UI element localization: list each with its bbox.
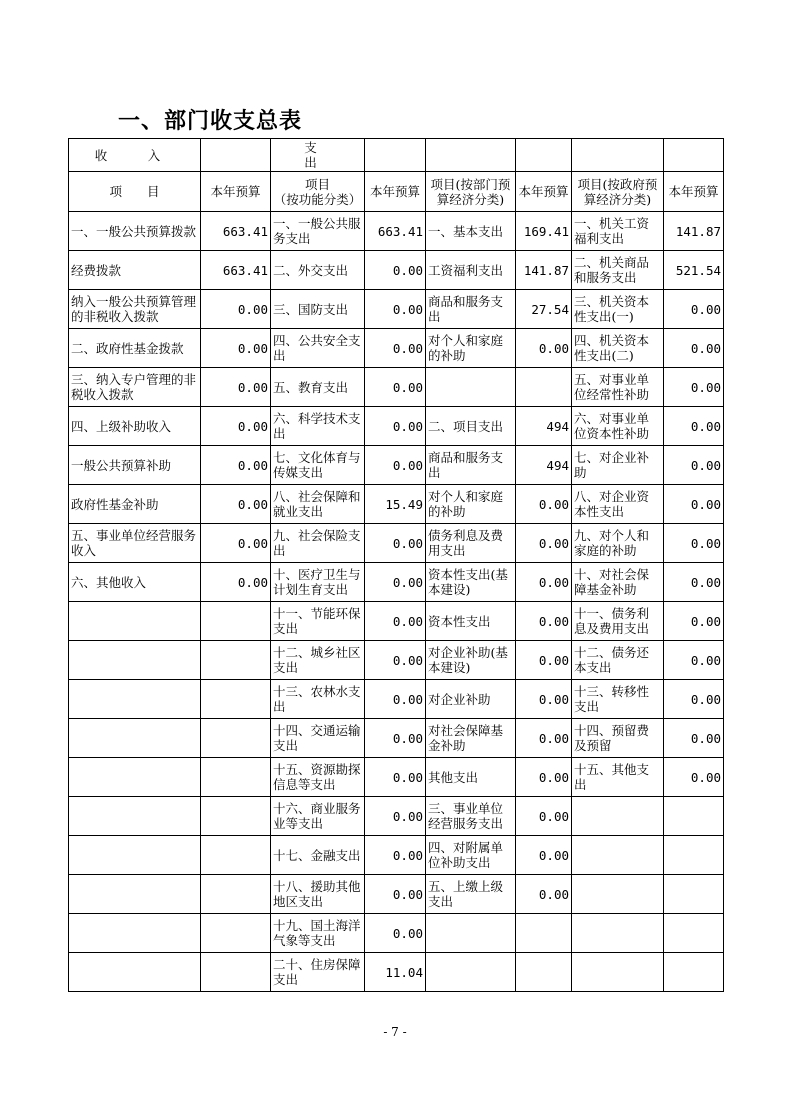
column-header-income-item: 项 目 <box>69 172 201 212</box>
table-row <box>69 719 724 758</box>
table-row <box>69 251 724 290</box>
cell-function-item: 二十、住房保障支出 <box>271 953 365 992</box>
cell-gov-econ-item: 十、对社会保障基金补助 <box>572 563 664 602</box>
cell-gov-econ-budget <box>664 875 724 914</box>
cell-dept-econ-budget: 0.00 <box>516 602 572 641</box>
cell-income-budget: 0.00 <box>201 407 271 446</box>
cell-function-item: 十五、资源勘探信息等支出 <box>271 758 365 797</box>
cell-dept-econ-item <box>426 368 516 407</box>
cell-gov-econ-budget: 0.00 <box>664 680 724 719</box>
cell-function-item: 七、文化体育与传媒支出 <box>271 446 365 485</box>
cell-dept-econ-budget: 0.00 <box>516 758 572 797</box>
cell-dept-econ-item: 对社会保障基金补助 <box>426 719 516 758</box>
cell-dept-econ-budget <box>516 914 572 953</box>
cell-gov-econ-budget: 0.00 <box>664 290 724 329</box>
cell-income-budget <box>201 602 271 641</box>
cell-function-budget: 0.00 <box>365 836 426 875</box>
cell-income-item <box>69 875 201 914</box>
budget-summary-table <box>68 138 724 992</box>
table-row <box>69 368 724 407</box>
expense-header: 支 出 <box>271 139 365 172</box>
cell-dept-econ-budget: 0.00 <box>516 329 572 368</box>
cell-gov-econ-item: 十一、债务利息及费用支出 <box>572 602 664 641</box>
cell-dept-econ-item: 四、对附属单位补助支出 <box>426 836 516 875</box>
cell-dept-econ-budget: 0.00 <box>516 719 572 758</box>
cell-income-item <box>69 641 201 680</box>
cell-function-item: 十二、城乡社区支出 <box>271 641 365 680</box>
cell-function-budget: 0.00 <box>365 563 426 602</box>
cell-function-item: 十、医疗卫生与计划生育支出 <box>271 563 365 602</box>
table-row <box>69 329 724 368</box>
cell-function-budget: 0.00 <box>365 524 426 563</box>
cell-income-budget <box>201 758 271 797</box>
cell-function-budget: 0.00 <box>365 914 426 953</box>
column-header-function-item: 项目 （按功能分类） <box>271 172 365 212</box>
cell-function-budget: 0.00 <box>365 290 426 329</box>
cell-dept-econ-item: 五、上缴上级支出 <box>426 875 516 914</box>
cell-dept-econ-budget: 27.54 <box>516 290 572 329</box>
cell-income-item: 一般公共预算补助 <box>69 446 201 485</box>
header-row-2 <box>69 172 724 212</box>
column-header-dept-econ-budget: 本年预算 <box>516 172 572 212</box>
cell-income-item <box>69 719 201 758</box>
table-row <box>69 446 724 485</box>
cell-function-budget: 0.00 <box>365 251 426 290</box>
cell-dept-econ-budget: 0.00 <box>516 641 572 680</box>
cell-dept-econ-budget <box>516 953 572 992</box>
cell-income-item <box>69 836 201 875</box>
cell-dept-econ-budget: 0.00 <box>516 875 572 914</box>
cell-gov-econ-budget: 0.00 <box>664 758 724 797</box>
cell-income-item <box>69 758 201 797</box>
cell-function-item: 十一、节能环保支出 <box>271 602 365 641</box>
cell-gov-econ-item: 六、对事业单位资本性补助 <box>572 407 664 446</box>
cell-gov-econ-budget: 0.00 <box>664 407 724 446</box>
cell-gov-econ-item <box>572 953 664 992</box>
cell-income-budget: 0.00 <box>201 329 271 368</box>
cell-function-budget: 11.04 <box>365 953 426 992</box>
cell-income-item: 一、一般公共预算拨款 <box>69 212 201 251</box>
table-row <box>69 524 724 563</box>
cell-income-budget <box>201 719 271 758</box>
cell-function-budget: 663.41 <box>365 212 426 251</box>
table-row <box>69 758 724 797</box>
cell-gov-econ-item: 十四、预留费及预留 <box>572 719 664 758</box>
cell-income-budget <box>201 641 271 680</box>
cell-income-budget <box>201 836 271 875</box>
table-row <box>69 290 724 329</box>
table-row <box>69 485 724 524</box>
table-row <box>69 953 724 992</box>
cell-income-item <box>69 602 201 641</box>
cell-dept-econ-item <box>426 914 516 953</box>
cell-gov-econ-item <box>572 836 664 875</box>
income-header: 收 入 <box>69 139 201 172</box>
cell-income-item <box>69 914 201 953</box>
cell-income-budget: 663.41 <box>201 212 271 251</box>
cell-dept-econ-item: 三、事业单位经营服务支出 <box>426 797 516 836</box>
cell-function-item: 十三、农林水支出 <box>271 680 365 719</box>
cell-function-item: 三、国防支出 <box>271 290 365 329</box>
cell-gov-econ-budget: 0.00 <box>664 563 724 602</box>
cell-dept-econ-budget: 0.00 <box>516 524 572 563</box>
cell-dept-econ-budget: 494 <box>516 446 572 485</box>
cell-function-budget: 0.00 <box>365 758 426 797</box>
cell-dept-econ-budget: 141.87 <box>516 251 572 290</box>
cell-income-budget <box>201 953 271 992</box>
cell-dept-econ-item: 二、项目支出 <box>426 407 516 446</box>
cell-function-budget: 0.00 <box>365 875 426 914</box>
cell-gov-econ-budget: 141.87 <box>664 212 724 251</box>
cell-income-item: 二、政府性基金拨款 <box>69 329 201 368</box>
cell-dept-econ-item: 对个人和家庭的补助 <box>426 329 516 368</box>
header-empty-cell <box>201 139 271 172</box>
cell-income-budget: 0.00 <box>201 290 271 329</box>
cell-income-item: 五、事业单位经营服务收入 <box>69 524 201 563</box>
cell-function-budget: 0.00 <box>365 719 426 758</box>
cell-dept-econ-budget: 494 <box>516 407 572 446</box>
table-row <box>69 680 724 719</box>
cell-income-budget: 663.41 <box>201 251 271 290</box>
cell-function-item: 十四、交通运输支出 <box>271 719 365 758</box>
cell-function-item: 十九、国土海洋气象等支出 <box>271 914 365 953</box>
cell-function-budget: 0.00 <box>365 797 426 836</box>
cell-function-item: 十八、援助其他地区支出 <box>271 875 365 914</box>
cell-dept-econ-item <box>426 953 516 992</box>
cell-gov-econ-budget: 0.00 <box>664 329 724 368</box>
table-row <box>69 914 724 953</box>
cell-function-budget: 0.00 <box>365 407 426 446</box>
cell-income-budget <box>201 680 271 719</box>
cell-income-item: 四、上级补助收入 <box>69 407 201 446</box>
cell-gov-econ-item: 五、对事业单位经常性补助 <box>572 368 664 407</box>
cell-income-budget: 0.00 <box>201 485 271 524</box>
cell-gov-econ-item: 七、对企业补助 <box>572 446 664 485</box>
cell-function-item: 八、社会保障和就业支出 <box>271 485 365 524</box>
cell-gov-econ-item: 十三、转移性支出 <box>572 680 664 719</box>
cell-dept-econ-item: 商品和服务支出 <box>426 446 516 485</box>
cell-income-item: 政府性基金补助 <box>69 485 201 524</box>
cell-gov-econ-budget: 0.00 <box>664 446 724 485</box>
cell-gov-econ-item <box>572 875 664 914</box>
cell-income-budget: 0.00 <box>201 446 271 485</box>
cell-dept-econ-item: 对个人和家庭的补助 <box>426 485 516 524</box>
header-empty-cell <box>664 139 724 172</box>
cell-function-budget: 0.00 <box>365 368 426 407</box>
cell-function-item: 六、科学技术支出 <box>271 407 365 446</box>
cell-function-item: 四、公共安全支出 <box>271 329 365 368</box>
cell-function-budget: 15.49 <box>365 485 426 524</box>
cell-function-budget: 0.00 <box>365 329 426 368</box>
cell-dept-econ-budget: 0.00 <box>516 485 572 524</box>
cell-income-budget <box>201 797 271 836</box>
cell-function-budget: 0.00 <box>365 602 426 641</box>
cell-income-item <box>69 953 201 992</box>
cell-dept-econ-budget: 0.00 <box>516 680 572 719</box>
cell-gov-econ-item: 二、机关商品和服务支出 <box>572 251 664 290</box>
cell-gov-econ-budget <box>664 914 724 953</box>
cell-function-item: 一、一般公共服务支出 <box>271 212 365 251</box>
header-empty-cell <box>426 139 516 172</box>
cell-gov-econ-item: 一、机关工资福利支出 <box>572 212 664 251</box>
cell-function-item: 二、外交支出 <box>271 251 365 290</box>
cell-gov-econ-item <box>572 797 664 836</box>
column-header-dept-econ-item: 项目(按部门预算经济分类) <box>426 172 516 212</box>
cell-gov-econ-budget: 0.00 <box>664 641 724 680</box>
cell-income-item <box>69 680 201 719</box>
cell-gov-econ-item <box>572 914 664 953</box>
column-header-gov-econ-item: 项目(按政府预算经济分类) <box>572 172 664 212</box>
table-row <box>69 602 724 641</box>
cell-gov-econ-budget: 0.00 <box>664 719 724 758</box>
cell-dept-econ-item: 资本性支出 <box>426 602 516 641</box>
cell-income-budget: 0.00 <box>201 368 271 407</box>
cell-dept-econ-budget <box>516 368 572 407</box>
cell-gov-econ-item: 十五、其他支出 <box>572 758 664 797</box>
page-title: 一、部门收支总表 <box>118 109 303 134</box>
cell-gov-econ-item: 四、机关资本性支出(二) <box>572 329 664 368</box>
cell-dept-econ-item: 对企业补助(基本建设) <box>426 641 516 680</box>
page-number: - 7 - <box>383 1025 407 1039</box>
cell-gov-econ-budget: 0.00 <box>664 524 724 563</box>
cell-gov-econ-budget <box>664 797 724 836</box>
table-row <box>69 797 724 836</box>
cell-income-item: 纳入一般公共预算管理的非税收入拨款 <box>69 290 201 329</box>
cell-dept-econ-item: 资本性支出(基本建设) <box>426 563 516 602</box>
cell-gov-econ-budget: 0.00 <box>664 368 724 407</box>
table-row <box>69 407 724 446</box>
cell-income-budget: 0.00 <box>201 563 271 602</box>
cell-function-budget: 0.00 <box>365 680 426 719</box>
cell-function-item: 十七、金融支出 <box>271 836 365 875</box>
table-row <box>69 641 724 680</box>
cell-function-budget: 0.00 <box>365 446 426 485</box>
cell-dept-econ-item: 工资福利支出 <box>426 251 516 290</box>
cell-dept-econ-budget: 0.00 <box>516 797 572 836</box>
cell-dept-econ-budget: 169.41 <box>516 212 572 251</box>
cell-gov-econ-item: 九、对个人和家庭的补助 <box>572 524 664 563</box>
cell-income-budget: 0.00 <box>201 524 271 563</box>
cell-dept-econ-item: 商品和服务支出 <box>426 290 516 329</box>
cell-function-budget: 0.00 <box>365 641 426 680</box>
cell-function-item: 十六、商业服务业等支出 <box>271 797 365 836</box>
header-empty-cell <box>516 139 572 172</box>
table-row <box>69 563 724 602</box>
cell-dept-econ-item: 其他支出 <box>426 758 516 797</box>
table-row <box>69 212 724 251</box>
cell-gov-econ-budget: 0.00 <box>664 602 724 641</box>
column-header-income-budget: 本年预算 <box>201 172 271 212</box>
cell-gov-econ-item: 十二、债务还本支出 <box>572 641 664 680</box>
cell-dept-econ-budget: 0.00 <box>516 563 572 602</box>
cell-income-item: 六、其他收入 <box>69 563 201 602</box>
cell-function-item: 五、教育支出 <box>271 368 365 407</box>
cell-dept-econ-item: 一、基本支出 <box>426 212 516 251</box>
cell-gov-econ-budget: 521.54 <box>664 251 724 290</box>
header-row-1 <box>69 139 724 172</box>
cell-dept-econ-budget: 0.00 <box>516 836 572 875</box>
cell-income-budget <box>201 914 271 953</box>
cell-dept-econ-item: 对企业补助 <box>426 680 516 719</box>
cell-income-item <box>69 797 201 836</box>
cell-gov-econ-budget <box>664 953 724 992</box>
cell-income-item: 三、纳入专户管理的非税收入拨款 <box>69 368 201 407</box>
cell-gov-econ-budget: 0.00 <box>664 485 724 524</box>
column-header-gov-econ-budget: 本年预算 <box>664 172 724 212</box>
cell-gov-econ-item: 八、对企业资本性支出 <box>572 485 664 524</box>
header-empty-cell <box>572 139 664 172</box>
table-row <box>69 836 724 875</box>
cell-income-item: 经费拨款 <box>69 251 201 290</box>
column-header-function-budget: 本年预算 <box>365 172 426 212</box>
cell-gov-econ-budget <box>664 836 724 875</box>
cell-dept-econ-item: 债务利息及费用支出 <box>426 524 516 563</box>
cell-gov-econ-item: 三、机关资本性支出(一) <box>572 290 664 329</box>
table-row <box>69 875 724 914</box>
cell-function-item: 九、社会保险支出 <box>271 524 365 563</box>
cell-income-budget <box>201 875 271 914</box>
